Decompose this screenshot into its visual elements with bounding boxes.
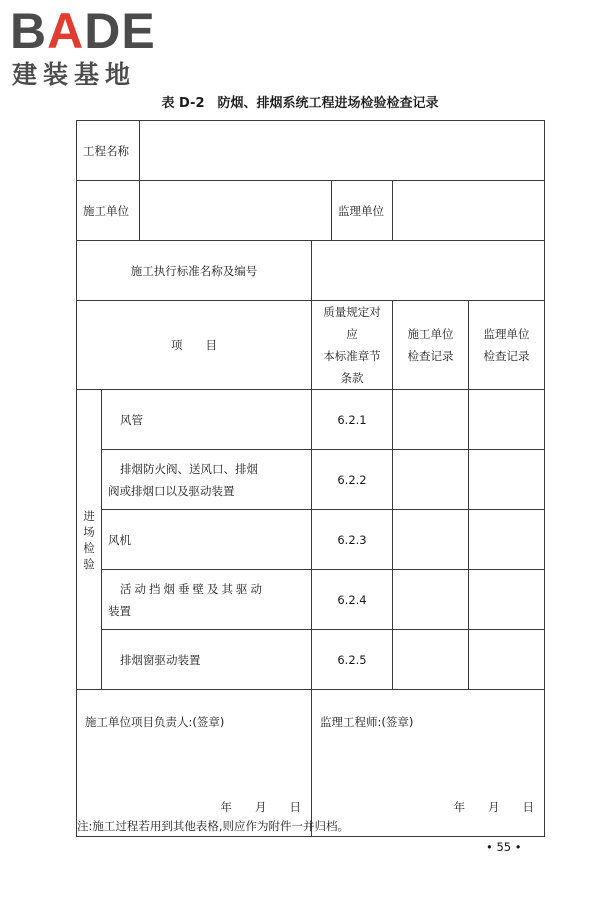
standard-value[interactable] [312,241,545,301]
supervision-signature-date: 年 月 日 [453,800,535,814]
item-name [102,630,312,690]
item-name-line: 阀或排烟口以及驱动装置 [108,483,235,498]
brand-logo [10,4,180,94]
table-row [77,510,545,570]
supervision-check-cell[interactable] [469,390,545,450]
item-clause: 6.2.3 [312,510,393,570]
item-name [102,570,312,630]
project-name-value[interactable] [140,121,545,181]
clause-header-line2: 本标准章节条款 [323,349,381,385]
item-clause: 6.2.1 [312,390,393,450]
construction-check-cell[interactable] [393,390,469,450]
item-clause: 6.2.5 [312,630,393,690]
construction-check-header [393,301,469,390]
page-number: • 55 • [486,840,522,854]
construction-check-cell[interactable] [393,510,469,570]
supervision-unit-label: 监理单位 [332,181,393,241]
item-clause: 6.2.2 [312,450,393,510]
supervision-check-cell[interactable] [469,510,545,570]
item-clause: 6.2.4 [312,570,393,630]
item-name-line: 活动挡烟垂壁及其驱动 [120,581,265,596]
item-name [102,450,312,510]
standard-row [77,241,545,301]
supervision-unit-value[interactable] [393,181,545,241]
supervision-signature-block[interactable] [312,690,545,837]
item-name-line: 排烟防火阀、送风口、排烟 [120,461,258,476]
construction-signature-label: 施工单位项目负责人:(签章) [85,715,225,729]
construction-check-cell[interactable] [393,570,469,630]
group-char: 进 [83,508,95,523]
supervision-check-header-line2: 检查记录 [483,349,530,363]
table-row [77,630,545,690]
standard-label: 施工执行标准名称及编号 [77,241,312,301]
item-name-line: 风管 [120,412,143,427]
logo-subtitle: 建装基地 [12,60,137,89]
construction-check-cell[interactable] [393,630,469,690]
footnote: 注:施工过程若用到其他表格,则应作为附件一并归档。 [77,819,350,833]
supervision-signature-label: 监理工程师:(签章) [320,715,414,729]
project-name-row [77,121,545,181]
item-header: 项 目 [77,301,312,390]
units-row [77,181,545,241]
item-name-line: 风机 [108,532,131,547]
item-name-line: 排烟窗驱动装置 [120,652,201,667]
clause-header-line1: 质量规定对应 [323,305,381,341]
group-char: 检 [83,540,95,555]
page-title: 表 D-2 防烟、排烟系统工程进场检验检查记录 [161,96,439,111]
entry-inspection-group-label [77,390,102,690]
construction-check-header-line2: 检查记录 [407,349,454,363]
supervision-check-header-line1: 监理单位 [483,327,530,341]
project-name-label: 工程名称 [77,121,140,181]
group-char: 场 [83,524,95,539]
group-char: 验 [83,556,95,571]
construction-unit-label: 施工单位 [77,181,140,241]
header-row [77,301,545,390]
supervision-check-cell[interactable] [469,630,545,690]
inspection-record-table [76,120,545,837]
construction-signature-block[interactable] [77,690,312,837]
logo-wordmark: BADE [10,3,156,59]
table-row [77,390,545,450]
construction-check-cell[interactable] [393,450,469,510]
item-name [102,390,312,450]
construction-check-header-line1: 施工单位 [407,327,454,341]
supervision-check-header [469,301,545,390]
item-name [102,510,312,570]
supervision-check-cell[interactable] [469,450,545,510]
supervision-check-cell[interactable] [469,570,545,630]
signature-row [77,690,545,837]
clause-header [312,301,393,390]
construction-signature-date: 年 月 日 [220,800,301,814]
item-name-line: 装置 [108,603,131,618]
table-row [77,570,545,630]
table-row [77,450,545,510]
construction-unit-value[interactable] [140,181,332,241]
